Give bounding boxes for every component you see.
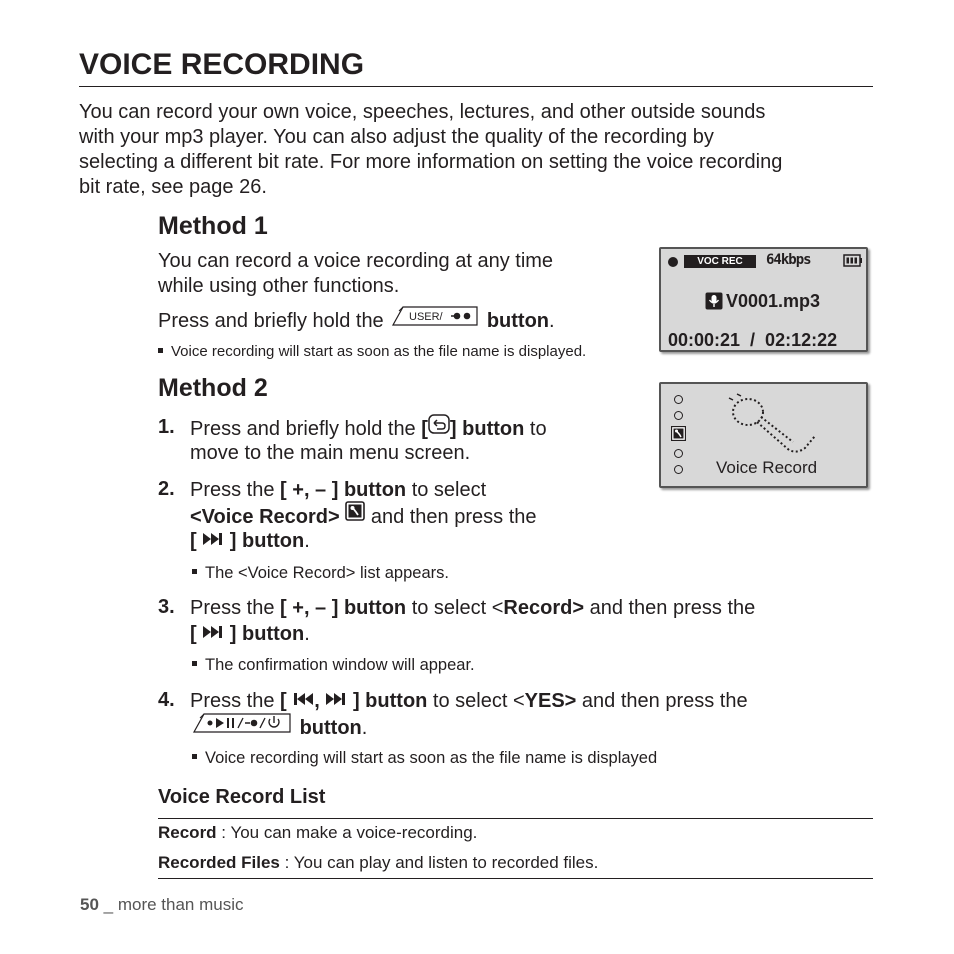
method1-note bbox=[158, 342, 586, 362]
step3-text: Press the bbox=[190, 597, 281, 619]
bullet-icon bbox=[192, 661, 197, 666]
bracket: [ bbox=[280, 690, 287, 712]
step-end: . bbox=[361, 716, 368, 739]
step2-line1 bbox=[190, 478, 486, 503]
voc-rec-badge: VOC REC bbox=[684, 255, 756, 268]
mic-file-icon bbox=[705, 292, 723, 315]
yes-label: YES> bbox=[524, 690, 577, 712]
step3-text: and then press the bbox=[584, 597, 756, 619]
step-number: 1. bbox=[158, 416, 175, 438]
step4-text: Press the bbox=[190, 690, 281, 712]
step2-text: Press the bbox=[190, 479, 281, 501]
bracket: [ bbox=[190, 623, 197, 645]
step1-line1 bbox=[190, 416, 547, 443]
method1-press-end: . bbox=[549, 309, 555, 332]
record-list-item bbox=[158, 823, 477, 843]
step2-note bbox=[192, 563, 449, 583]
recording-screen bbox=[659, 247, 868, 352]
step2-note-text: The <Voice Record> list appears. bbox=[205, 564, 449, 582]
menu-dot-icon bbox=[674, 395, 683, 404]
record-list-heading: Voice Record List bbox=[158, 786, 326, 808]
step1-text: Press and briefly hold the bbox=[190, 417, 422, 440]
bullet-icon bbox=[192, 754, 197, 759]
step2-line3 bbox=[190, 529, 310, 554]
record-list-item bbox=[158, 853, 598, 873]
intro-line: You can record your own voice, speeches, lectures, and other outside sounds bbox=[79, 101, 766, 123]
user-button-label: USER/ bbox=[409, 311, 443, 323]
step4-line1 bbox=[190, 689, 748, 714]
bullet-icon bbox=[192, 569, 197, 574]
bracket: [ bbox=[190, 530, 197, 552]
main-menu-screen bbox=[659, 382, 868, 488]
button-word: ] button bbox=[229, 623, 305, 645]
recorded-files-term: Recorded Files bbox=[158, 853, 280, 872]
intro-line: with your mp3 player. You can also adjust the quality of the recording by bbox=[79, 126, 714, 148]
page-number: 50 bbox=[80, 895, 99, 914]
step3-note bbox=[192, 655, 475, 675]
button-word: ] button bbox=[229, 530, 305, 552]
file-name: V0001.mp3 bbox=[726, 291, 821, 311]
elapsed-total-time: 00:00:21 / 02:12:22 bbox=[668, 330, 838, 350]
bullet-icon bbox=[158, 348, 163, 353]
recorded-files-desc: : You can play and listen to recorded files. bbox=[279, 853, 599, 872]
menu-dot-icon bbox=[674, 449, 683, 458]
intro-line: selecting a different bit rate. For more information on setting the voice recording bbox=[79, 151, 783, 173]
step3-line2 bbox=[190, 622, 310, 647]
menu-dot-icon bbox=[674, 465, 683, 474]
step-number: 3. bbox=[158, 596, 175, 618]
record-list-bottom-divider bbox=[158, 878, 873, 879]
record-desc: : You can make a voice-recording. bbox=[216, 823, 478, 842]
step4-text: to select < bbox=[427, 690, 525, 712]
method1-note-text: Voice recording will start as soon as the file name is displayed. bbox=[171, 343, 587, 360]
record-term: Record bbox=[158, 823, 217, 842]
user-button-icon bbox=[389, 305, 481, 334]
method1-heading: Method 1 bbox=[158, 212, 268, 240]
bracket: [ bbox=[421, 417, 428, 440]
play-pause-power-button-icon bbox=[190, 712, 294, 741]
previous-track-icon bbox=[292, 688, 314, 713]
step2-text: to select bbox=[406, 479, 487, 501]
step3-note-text: The confirmation window will appear. bbox=[205, 656, 475, 674]
step4-note-text: Voice recording will start as soon as the file name is displayed bbox=[205, 749, 658, 767]
plus-minus-button: [ +, – ] button bbox=[280, 479, 407, 501]
step3-line1 bbox=[190, 596, 755, 621]
intro-paragraph bbox=[79, 100, 879, 200]
button-word: ] button bbox=[449, 417, 525, 440]
step-end: . bbox=[304, 623, 310, 645]
title-divider bbox=[79, 86, 873, 87]
next-track-icon bbox=[202, 528, 224, 553]
voice-record-menu-icon bbox=[345, 501, 365, 528]
record-dot-icon bbox=[668, 257, 678, 267]
plus-minus-button: [ +, – ] button bbox=[280, 597, 407, 619]
step4-text: and then press the bbox=[576, 690, 748, 712]
method1-button-word: button bbox=[486, 309, 549, 332]
step-number: 2. bbox=[158, 478, 175, 500]
step2-line2 bbox=[190, 504, 537, 531]
page-title: VOICE RECORDING bbox=[79, 48, 365, 81]
next-track-icon bbox=[202, 621, 224, 646]
microphone-graphic-icon bbox=[727, 392, 823, 461]
bitrate-label: 64kbps bbox=[766, 252, 811, 268]
voice-record-label: <Voice Record> bbox=[190, 505, 340, 528]
step3-text: to select < bbox=[406, 597, 504, 619]
page-footer bbox=[80, 895, 243, 915]
button-word: button bbox=[299, 716, 362, 739]
step2-text: and then press the bbox=[365, 505, 537, 528]
record-label: Record> bbox=[503, 597, 585, 619]
step1-text: to bbox=[524, 417, 547, 440]
method2-heading: Method 2 bbox=[158, 374, 268, 402]
step-end: . bbox=[304, 530, 310, 552]
battery-icon bbox=[843, 254, 863, 272]
method1-line: while using other functions. bbox=[158, 275, 400, 297]
intro-line: bit rate, see page 26. bbox=[79, 176, 267, 198]
separator: , bbox=[314, 690, 320, 712]
step1-line2: move to the main menu screen. bbox=[190, 442, 471, 464]
record-list-divider bbox=[158, 818, 873, 819]
step4-note bbox=[192, 748, 657, 768]
method1-press-line bbox=[158, 307, 555, 336]
method1-press-text: Press and briefly hold the bbox=[158, 309, 384, 332]
menu-item-label: Voice Record bbox=[716, 458, 818, 477]
voice-record-menu-icon bbox=[671, 426, 686, 446]
back-icon bbox=[428, 414, 450, 441]
menu-dot-icon bbox=[674, 411, 683, 420]
method1-line: You can record a voice recording at any time bbox=[158, 250, 554, 272]
next-track-icon bbox=[325, 688, 347, 713]
footer-text: _ more than music bbox=[98, 895, 244, 914]
step4-line2 bbox=[190, 714, 367, 743]
step-number: 4. bbox=[158, 689, 175, 711]
button-word: ] button bbox=[352, 690, 428, 712]
